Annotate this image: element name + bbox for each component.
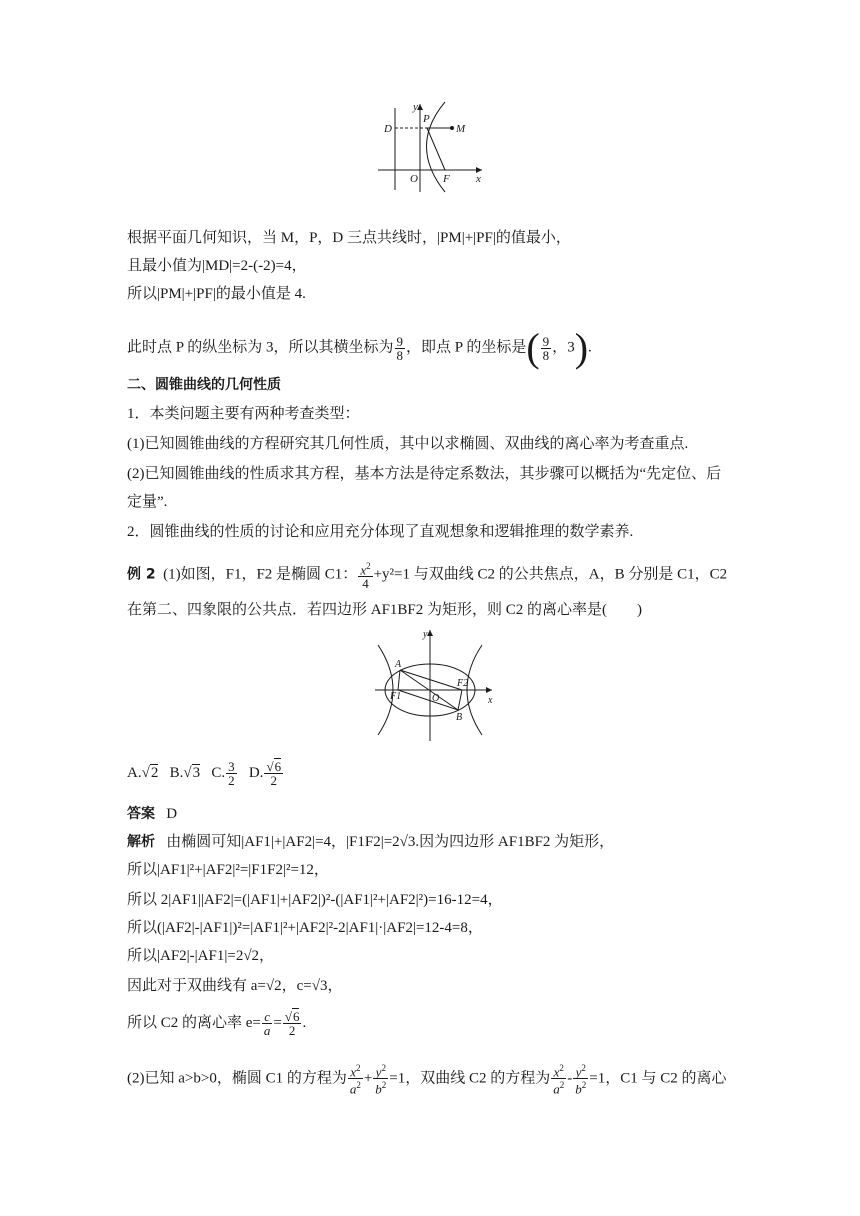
fig2-y-label: y [423, 629, 428, 640]
solution-label: 解析 [127, 834, 155, 850]
choices [127, 760, 284, 787]
para1-line2: 且最小值为|MD|=2-(-2)=4， [127, 258, 307, 274]
example-line2: 在第二、四象限的公共点．若四边形 AF1BF2 为矩形，则 C2 的离心率是( ) [127, 602, 643, 618]
fig2-x-label: x [488, 695, 493, 706]
answer-value: D [166, 806, 178, 822]
coord-first: $\frac{9}{8}$ [542, 333, 550, 363]
parabola-figure [370, 100, 490, 195]
ellipse-hyperbola-figure [370, 625, 500, 743]
example-line1: 例 2 (1)如图，F1，F2 是椭圆 C1： $\frac{x^2}{4}$ +y²=1 与双曲线 C2 的公共焦点，A，B 分别是 C1，C2 [127, 561, 728, 592]
answer-label: 答案 [127, 806, 155, 822]
fig1-y-label: y [413, 101, 418, 113]
section-item1a: (1)已知圆锥曲线的方程研究其几何性质，其中以求椭圆、双曲线的离心率为考查重点. [127, 436, 689, 452]
fig2-a-label: A [395, 659, 402, 670]
para1-line4-mid: ，即点 P 的坐标是 [406, 339, 527, 356]
solution-l6: 因此对于双曲线有 a=√2，c=√3， [127, 978, 343, 994]
choice-a[interactable]: A.√2 [127, 764, 159, 781]
example-label: 例 2 [127, 566, 156, 583]
para1-line4: 此时点 P 的纵坐标为 3，所以其横坐标为 $\frac{9}{8}$ ，即点 P 的坐标是( $\frac{9}{8}$ ，3). [127, 325, 592, 370]
para1-line1: 根据平面几何知识，当 M，P，D 三点共线时，|PM|+|PF|的值最小， [127, 230, 571, 246]
choice-d[interactable]: D. $\frac{√6}{2}$ [248, 759, 282, 788]
coord-second: 3 [567, 339, 575, 356]
choice-c[interactable]: C. $\frac{3}{2}$ [211, 759, 235, 788]
solution-l2: 所以|AF1|²+|AF2|²=|F1F2|²=12， [127, 862, 329, 878]
para1-line3: 所以|PM|+|PF|的最小值是 4. [127, 286, 306, 302]
fig1-o-label: O [410, 173, 418, 185]
fig1-p-label: P [423, 113, 430, 125]
section-item1b-l1: (2)已知圆锥曲线的性质求其方程，基本方法是待定系数法，其步骤可以概括为“先定位、后 [127, 466, 722, 482]
answer-line [127, 804, 177, 824]
part2-line: (2)已知 a>b>0，椭圆 C1 的方程为 $\frac{x^2}{a^2}$ + $\frac{y^2}{b^2}$ =1，双曲线 C2 的方程为 $\frac{x^2}{a^2}$ - $\frac{y^2}{b^2}$ =1，C1 与 C2 的离心 [127, 1063, 727, 1097]
fig1-f-label: F [443, 173, 450, 185]
fig2-f1-label: F1 [390, 691, 402, 702]
solution-l4: 所以(|AF2|-|AF1|)²=|AF1|²+|AF2|²-2|AF1|·|AF2|=12-4=8， [127, 920, 483, 936]
section-heading: 二、圆锥曲线的几何性质 [127, 377, 281, 393]
fig2-b-label: B [456, 712, 463, 723]
choice-b[interactable]: B.√3 [169, 764, 201, 781]
solution-l7: 所以 C2 的离心率 e= $\frac{c}{a}$ = $\frac{√6}{2}$ . [127, 1009, 307, 1038]
section-item2: 2．圆锥曲线的性质的讨论和应用充分体现了直观想象和逻辑推理的数学素养. [127, 524, 634, 540]
solution-l1: 解析 由椭圆可知|AF1|+|AF2|=4，|F1F2|=2√3.因为四边形 AF1BF2 为矩形， [127, 834, 615, 850]
fig2-f2-label: F2 [457, 678, 469, 689]
solution-l3: 所以 2|AF1||AF2|=(|AF1|+|AF2|)²-(|AF1|²+|AF2|²)=16-12=4， [127, 892, 503, 908]
fig1-x-label: x [476, 173, 481, 185]
frac-x2-4: $\frac{x^2}{4}$ [360, 561, 371, 592]
fig1-m-label: M [456, 123, 466, 135]
fig1-d-label: D [384, 123, 392, 135]
para1-line4-pre: 此时点 P 的纵坐标为 3，所以其横坐标为 [127, 339, 394, 356]
fig2-o-label: O [432, 693, 440, 704]
section-item1b-l2: 定量”. [127, 494, 168, 510]
section-item1: 1．本类问题主要有两种考查类型： [127, 406, 360, 422]
frac-9-8: $\frac{9}{8}$ [396, 333, 404, 363]
solution-l5: 所以|AF2|-|AF1|=2√2， [127, 948, 275, 964]
